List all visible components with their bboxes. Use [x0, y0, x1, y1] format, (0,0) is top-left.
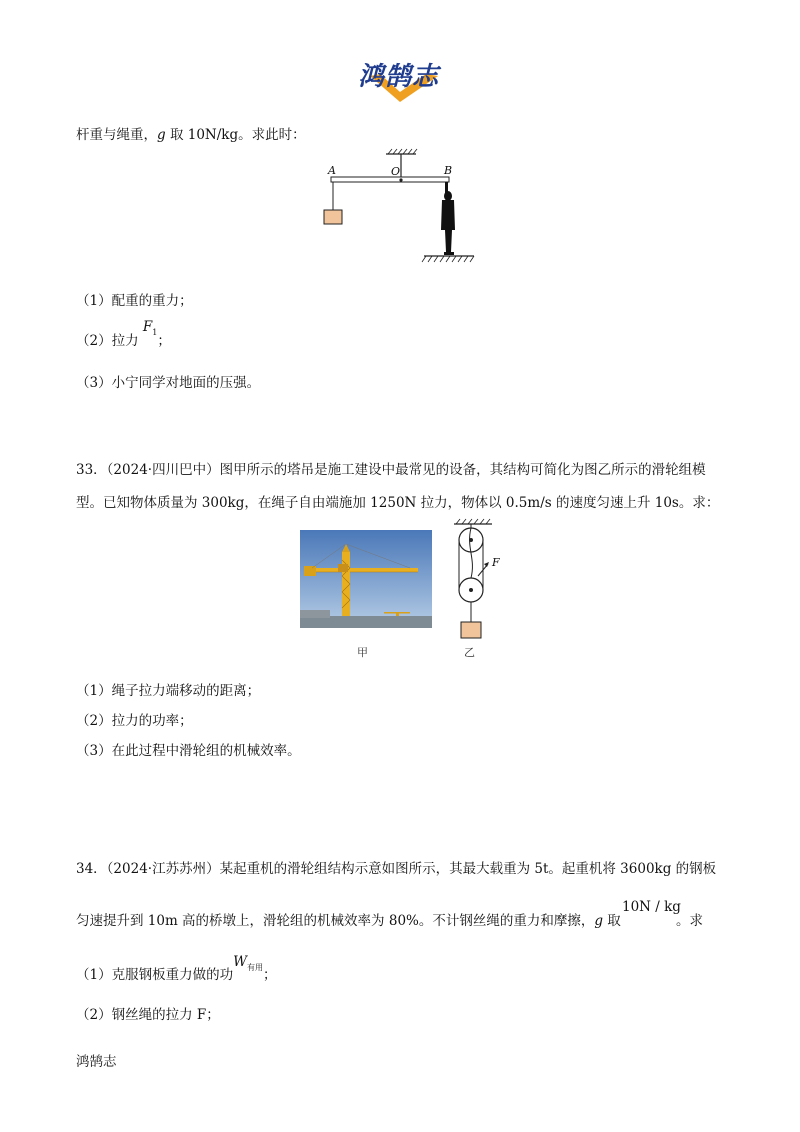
q34-item-1-tail: ； — [262, 967, 277, 983]
q33-line-2: 型。已知物体质量为 300kg，在绳子自由端施加 1250N 拉力，物体以 0.5m/s 的速度匀速上升 10s。求： — [76, 495, 720, 511]
f1-symbol: F — [142, 319, 153, 335]
label-b: B — [444, 164, 453, 177]
intro-text-b: 取 10N/kg。求此时： — [165, 127, 306, 143]
q34-line-2-take: 取 — [603, 913, 621, 929]
w-subscript: 有用 — [246, 963, 263, 972]
q32-item-2 — [76, 319, 171, 352]
intro-text-a: 杆重与绳重， — [76, 127, 157, 143]
tower-crane-photo — [300, 530, 432, 628]
q33-line-1: 33．（2024·四川巴中）图甲所示的塔吊是施工建设中最常见的设备，其结构可简化为图乙所示的滑轮组模 — [76, 462, 706, 478]
label-a: A — [328, 164, 336, 177]
caption-jia: 甲 — [357, 646, 368, 659]
q32-item-1: （1）配重的重力； — [76, 293, 193, 309]
q34-line-2-text: 匀速提升到 10m 高的桥墩上，滑轮组的机械效率为 80%。不计钢丝绳的重力和摩擦， — [76, 913, 595, 929]
pulley-diagram — [448, 518, 512, 644]
q34-item-1 — [76, 954, 277, 986]
q34-item-2: （2）钢丝绳的拉力 F； — [76, 1007, 220, 1023]
label-o: O — [391, 165, 401, 178]
q34-line-2-tail: 。求 — [676, 913, 703, 929]
q32-item-3: （3）小宁同学对地面的压强。 — [76, 375, 261, 391]
caption-yi: 乙 — [464, 646, 475, 659]
q34-item-1-text: （1）克服钢板重力做的功 — [76, 967, 234, 983]
q33-item-2: （2）拉力的功率； — [76, 713, 193, 729]
force-label: F — [492, 556, 500, 569]
intro-line — [76, 126, 306, 144]
q34-line-1: 34．（2024·江苏苏州）某起重机的滑轮组结构示意如图所示，其最大载重为 5t。起重机将 3600kg 的钢板 — [76, 861, 717, 877]
q33-item-3: （3）在此过程中滑轮组的机械效率。 — [76, 743, 301, 759]
header-logo — [352, 52, 468, 106]
q34-g-symbol: g — [594, 913, 604, 929]
q32-item-2-tail: ； — [157, 333, 171, 349]
logo-text: 鸿鹄志 — [358, 62, 440, 92]
footer-text: 鸿鹄志 — [76, 1054, 117, 1070]
f1-subscript: 1 — [152, 328, 158, 337]
q32-item-2-text: （2）拉力 — [76, 333, 143, 349]
q33-item-1: （1）绳子拉力端移动的距离； — [76, 683, 261, 699]
w-symbol: W — [233, 954, 247, 970]
lever-figure — [320, 148, 480, 266]
q34-line-2 — [76, 912, 621, 930]
intro-g-symbol: g — [157, 127, 166, 143]
g-value: 10N / kg — [622, 899, 681, 915]
